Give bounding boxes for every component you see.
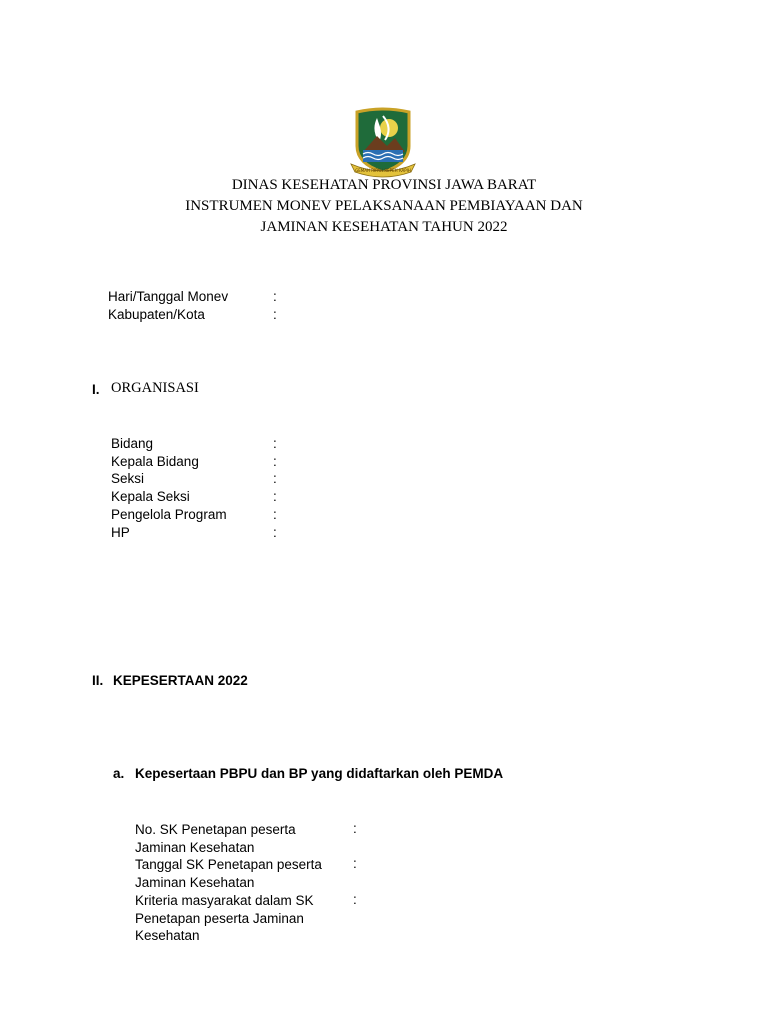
field-sep: : [273,525,277,540]
field-label-line: Jaminan Kesehatan [135,839,255,855]
field-label-line: Kesehatan [135,928,200,944]
field-label-line: Penetapan peserta Jaminan [135,910,304,926]
field-label-bidang: Bidang [111,436,154,451]
field-sep: : [353,892,357,907]
field-sep: : [273,289,277,304]
field-sep: : [273,454,277,469]
section-2-number: II. [92,673,104,688]
field-sep: : [273,507,277,522]
field-sep: : [353,821,357,836]
section-2-title: KEPESERTAAN 2022 [113,673,248,688]
field-sep: : [273,307,277,322]
field-label-seksi: Seksi [111,471,145,486]
field-label-kabupaten-kota: Kabupaten/Kota [108,307,205,322]
west-java-emblem-icon [349,106,417,178]
field-label-line: Jaminan Kesehatan [135,874,255,890]
subsection-a-title: Kepesertaan PBPU dan BP yang didaftarkan oleh PEMDA [135,766,504,781]
field-label-line: No. SK Penetapan peserta [135,822,296,837]
field-label-tanggal-sk [135,856,322,891]
west-java-emblem-logo [349,106,417,178]
field-sep: : [273,489,277,504]
subsection-a-letter: a. [113,766,125,781]
document-title [0,175,768,238]
field-label-kepala-bidang: Kepala Bidang [111,454,199,469]
section-1-title: ORGANISASI [111,380,199,396]
svg-text:GEMAH RIPAH REPEH RAPIH: GEMAH RIPAH REPEH RAPIH [355,168,411,173]
field-sep: : [273,436,277,451]
field-label-tanggal-monev: Hari/Tanggal Monev [108,289,229,304]
field-label-pengelola-program: Pengelola Program [111,507,227,522]
section-1-number: I. [92,382,100,397]
field-label-hp: HP [111,525,130,540]
title-line-2: INSTRUMEN MONEV PELAKSANAAN PEMBIAYAAN DAN [185,198,583,214]
title-line-3: JAMINAN KESEHATAN TAHUN 2022 [260,219,508,235]
field-label-kepala-seksi: Kepala Seksi [111,489,190,504]
field-label-line: Tanggal SK Penetapan peserta [135,857,322,872]
field-label-kriteria-masyarakat [135,892,314,945]
field-label-no-sk [135,821,296,856]
field-sep: : [273,471,277,486]
field-label-line: Kriteria masyarakat dalam SK [135,893,314,908]
field-sep: : [353,856,357,871]
title-line-1: DINAS KESEHATAN PROVINSI JAWA BARAT [231,177,537,193]
